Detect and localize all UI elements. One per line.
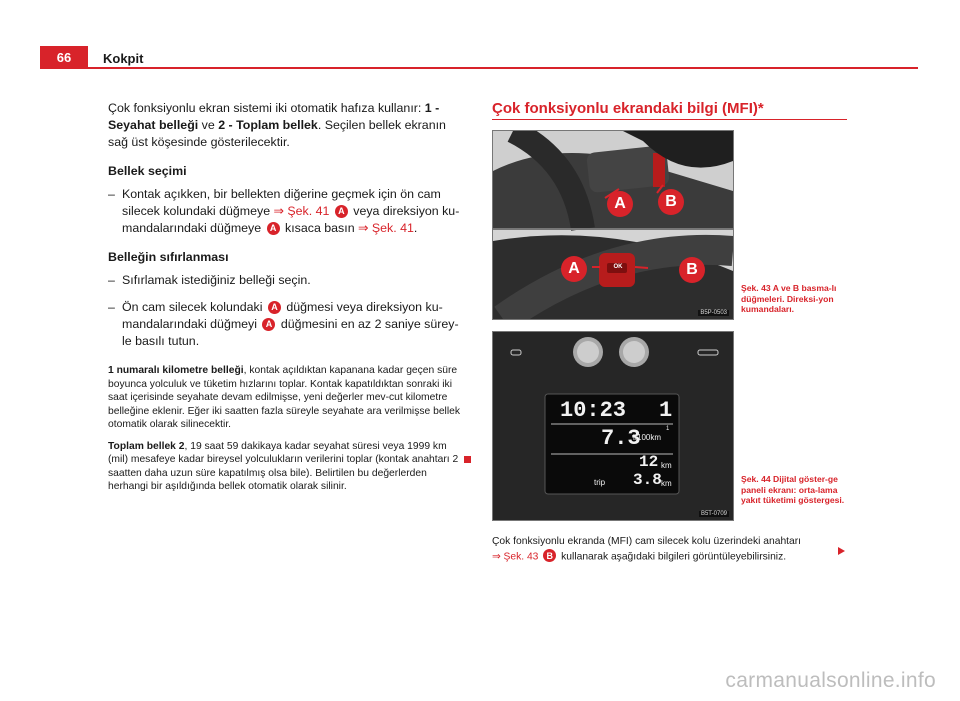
trip-memory-term: 1 numaralı kilometre belleği [108,365,244,376]
intro-total-memory: 2 - Toplam bellek [218,118,318,132]
trip-memory-paragraph [108,364,460,432]
list-item [108,186,460,237]
page-number: 66 [40,46,88,68]
text: Ön cam silecek kolundaki [122,300,266,314]
list-item-text: Sıfırlamak istediğiniz belleği seçin. [122,273,311,287]
section-end-marker [464,456,471,463]
list-item-text [122,299,460,350]
mfi-description [492,535,852,565]
figure-code: B5P-0503 [700,310,727,316]
text: Çok fonksiyonlu ekranda (MFI) cam silecek kolu üzerindeki anahtarı [492,536,802,547]
display-consumption-sup: 1 [666,426,670,432]
display-consumption: 7.3 [601,426,641,451]
display-range-unit: km [661,461,672,470]
intro-text: . Seçilen bellek ekranın sağ üst köşesinde gösterilecektir. [108,118,446,149]
button-a-badge: A [267,222,280,235]
intro-text: Çok fonksiyonlu ekran sistemi iki otomatik hafıza kullanır: [108,101,425,115]
display-range: 12 [639,453,659,471]
figure-43-steering-controls [492,130,734,320]
button-a-badge: A [268,301,281,314]
display-time: 10:23 [560,398,627,423]
figure-44-caption: Şek. 44 Dijital göster-ge paneli ekranı: orta-lama yakıt tüketimi göstergesi. [741,474,845,505]
list-dash: – [108,273,115,287]
section-title: Çok fonksiyonlu ekrandaki bilgi (MFI)* [492,100,764,117]
text: düğmesi veya direksiyon ku-mandalarındaki düğmeyi [122,300,443,331]
figure-ref-link[interactable]: ⇒ Şek. 43 [492,551,539,563]
display-trip-label: trip [594,478,606,487]
fig43-label-b-bottom: B [679,257,705,283]
memory-select-heading: Bellek seçimi [108,164,187,178]
text: veya direksiyon ku-mandalarındaki düğmeye [122,204,460,235]
continue-arrow-icon [838,547,845,555]
watermark: carmanualsonline.info [725,669,936,692]
display-consumption-unit: l/100km [633,433,662,442]
display-trip-unit: km [661,479,672,488]
figure-ref-link[interactable]: ⇒ Şek. 41 [358,221,414,235]
text: düğmesini en az 2 saniye sürey-le basılı tutun. [122,317,459,348]
intro-trip-memory: 1 - Seyahat belleği [108,101,440,132]
text: , 19 saat 59 dakikaya kadar seyahat süresi veya 1999 km (mil) mesafeye kadar bireysel yolculukların verilerini toplar (kontak anahtarı 2 saatten daha uzun süre kapatılmış olsa bile). Belirtilen bu değerlerden herhangi bir aşıldığında bellek otomatik olarak silinir. [108,440,459,492]
fig43-label-b-top: B [658,189,684,215]
list-item [108,299,460,350]
button-a-badge: A [262,318,275,331]
intro-text: ve [198,118,219,132]
figure-43-caption: Şek. 43 A ve B basma-lı düğmeleri. Direksi-yon kumandaları. [741,283,837,314]
text: kısaca basın [281,221,359,235]
chapter-title: Kokpit [103,51,144,66]
figure-44-instrument-display [492,331,734,521]
fig43-label-a-top: A [607,191,633,217]
display-trip-value: 3.8 [633,471,662,489]
list-item-text [122,186,460,237]
text: , kontak açıldıktan kapanana kadar geçen süre boyunca yolculuk ve tüketim hızlarını toplar. Kontak kapatıldıktan sonraki iki saat içerisinde seyahate devam edilmişse, yeni değerler mev-cut kilometre belleğine eklenir. Eğer iki saatten fazla süreyle seyahate ara verilmişse bellek otomatik olarak silinecektir. [108,365,460,430]
button-a-badge: A [335,205,348,218]
intro-paragraph [108,100,460,151]
text: Kontak açıkken, bir bellekten diğerine geçmek için ön cam silecek kolundaki düğmeye [122,187,441,218]
list-dash: – [108,300,115,314]
display-memory-number: 1 [659,398,673,423]
header-rule [40,67,918,69]
button-b-badge: B [543,549,556,562]
list-dash: – [108,187,115,201]
steering-illustration [493,131,733,319]
total-memory-paragraph [108,440,460,494]
figure-ref-link[interactable]: ⇒ Şek. 41 [273,204,330,218]
figure-code: B5T-0709 [700,511,727,517]
text: kullanarak aşağıdaki bilgileri görüntüleyebilirsiniz. [558,551,787,563]
fig43-label-a-bottom: A [561,256,587,282]
total-memory-term: Toplam bellek 2 [108,440,185,452]
text: . [413,221,418,235]
reset-heading: Belleğin sıfırlanması [108,250,229,264]
section-rule [492,119,847,120]
ok-button-label: OK [613,264,623,270]
left-column [108,100,460,502]
list-item [108,272,460,289]
